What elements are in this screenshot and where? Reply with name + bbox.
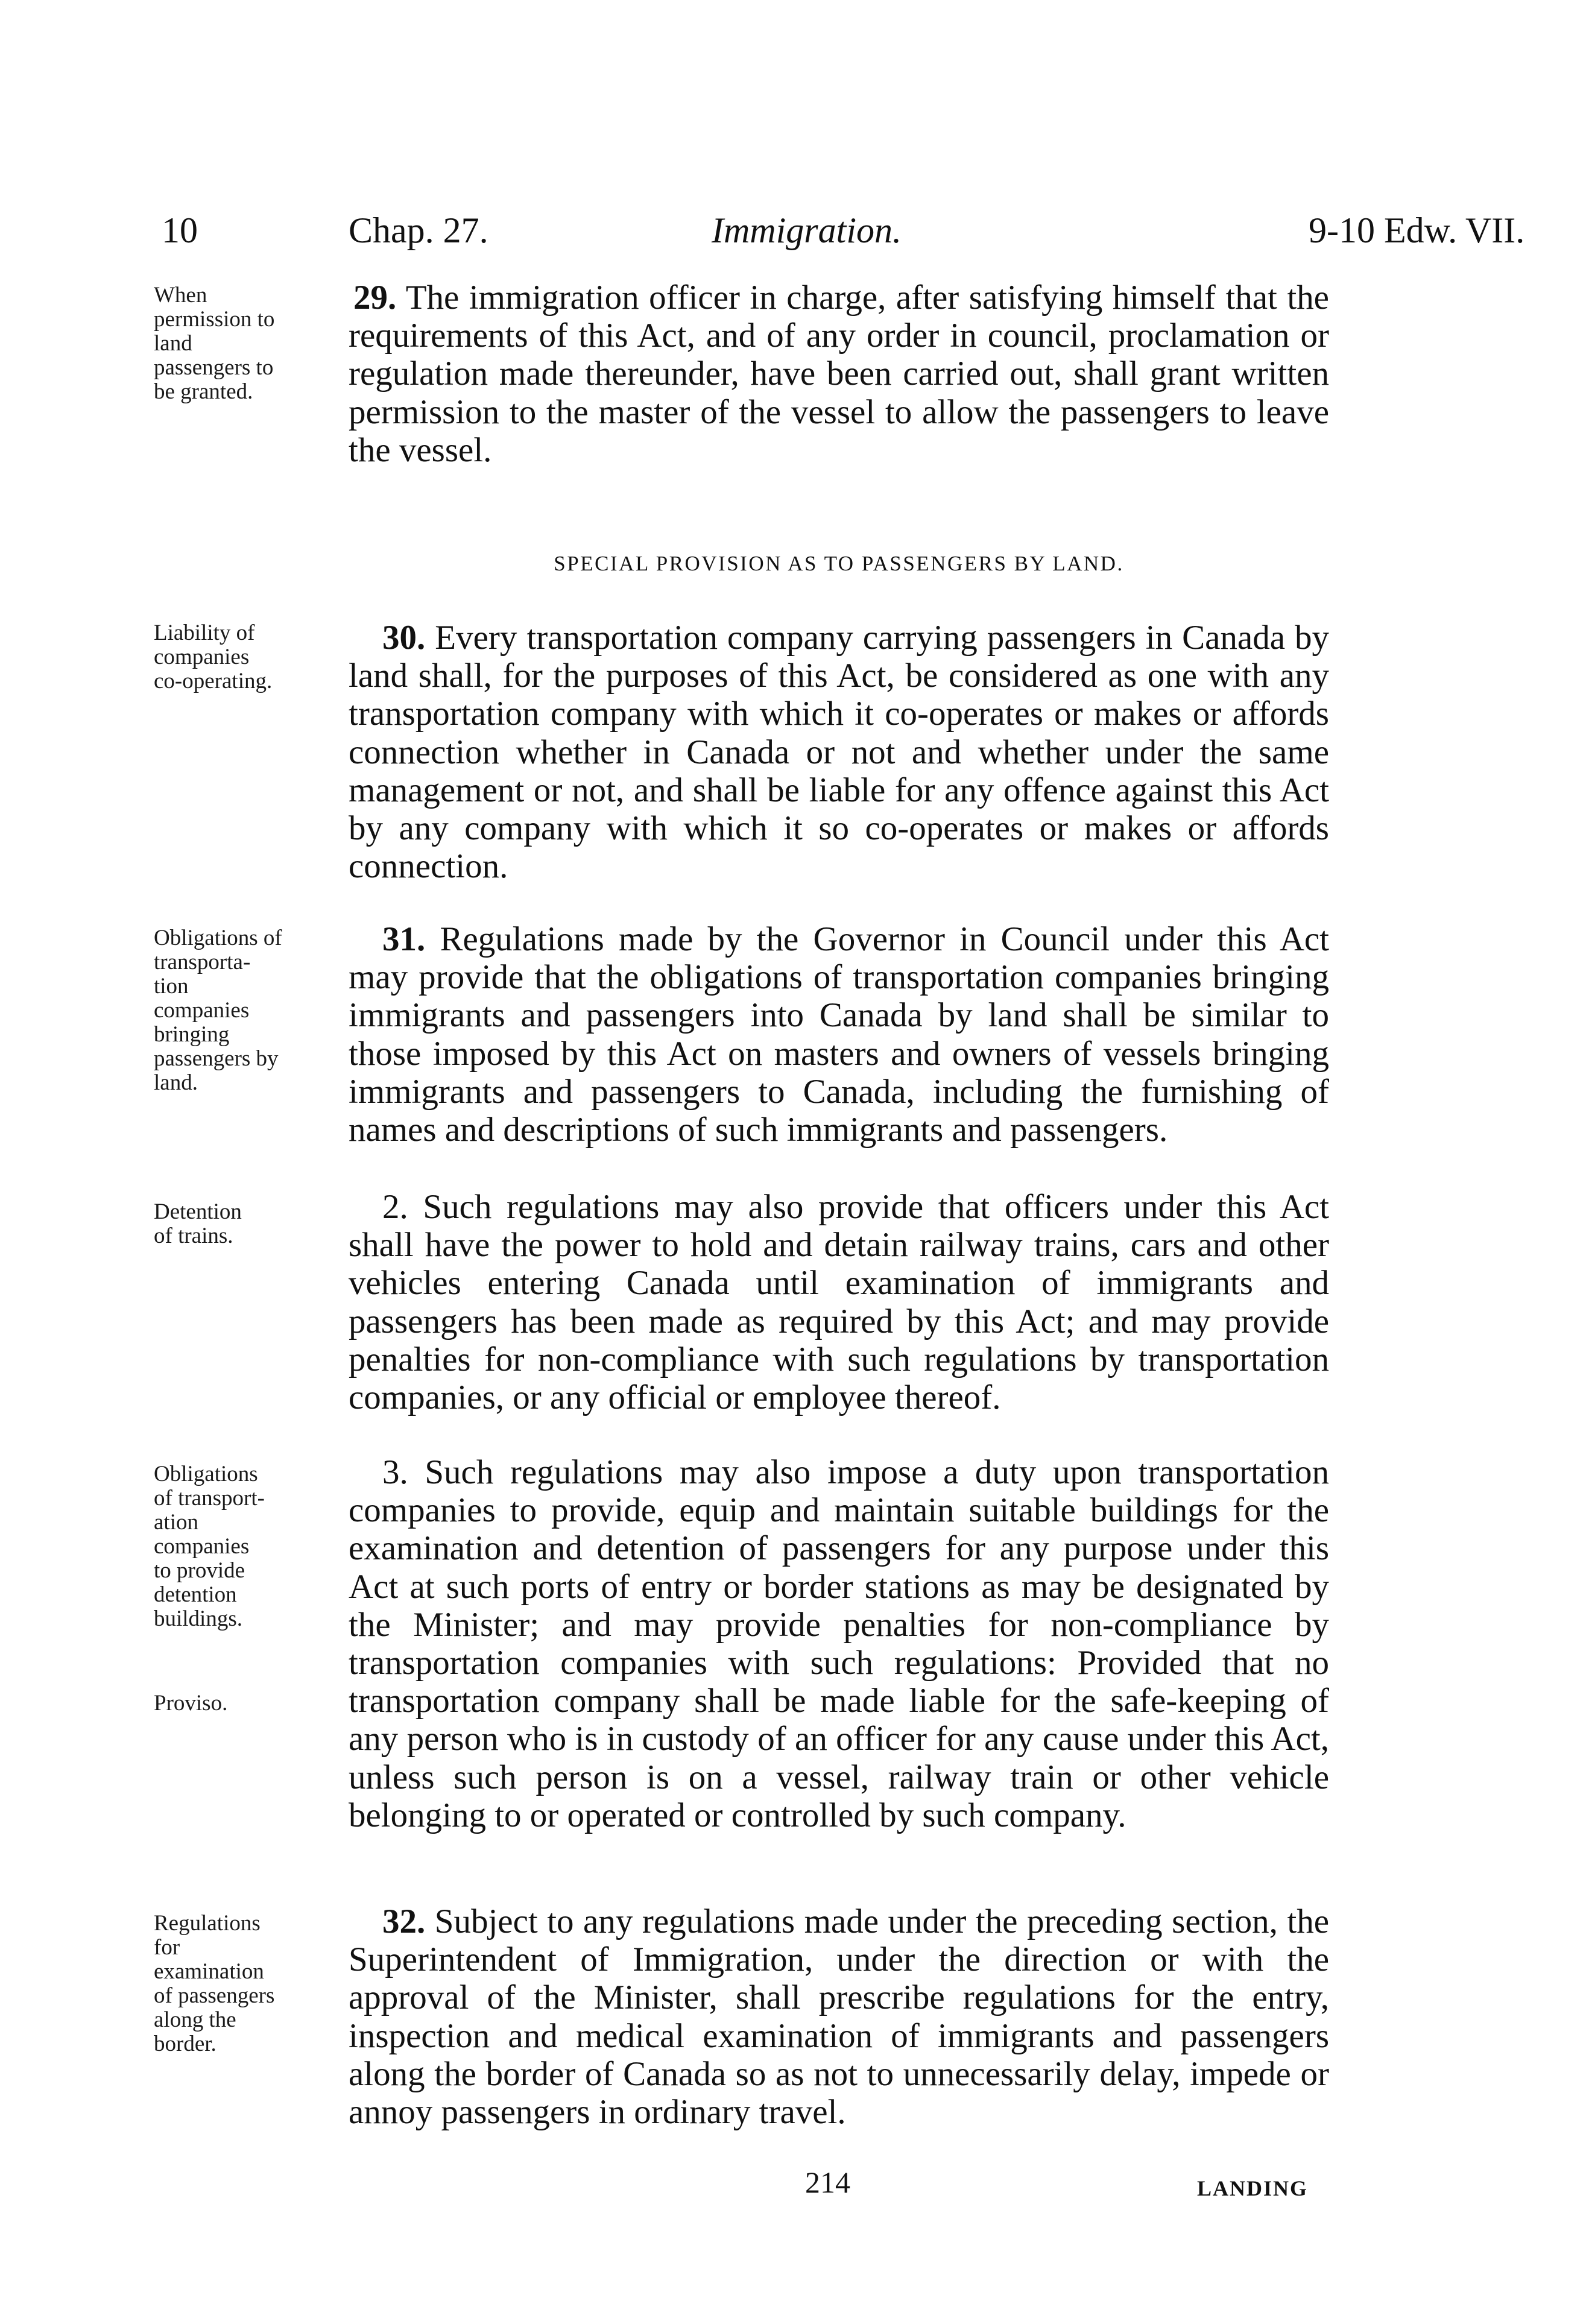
page-number: 10 [162,210,198,250]
marginal-note-proviso: Proviso. [154,1691,228,1716]
section-29 [349,279,1329,469]
section-text: Every transportation company carrying passengers in Canada by land shall, for the purposes of this Act, be considered as one with any transportation company with which it co-operates or makes or affords connection whether in Canada or not and whether under the same management or not, and shall be liable for any offence against this Act by any company with which it so co-operates or makes or affords connection. [349,619,1330,886]
catchword: LANDING [1197,2176,1309,2200]
section-31 [349,920,1329,1149]
section-number: 29. [353,279,397,317]
marginal-note-32: Regulations for examination of passengers along the border. [154,1911,275,2056]
marginal-note-detention: Detention of trains. [154,1199,242,1248]
section-number: 30. [382,619,426,657]
regnal-year: 9-10 Edw. VII. [1309,210,1525,250]
section-number: 32. [382,1902,426,1940]
section-number: 31. [382,920,426,958]
subsection-number: 3. [382,1453,408,1491]
section-text: Regulations made by the Governor in Council under this Act may provide that the obligations of transportation companies bringing immigrants and passengers into Canada by land shall be similar to those imposed by this Act on masters and owners of vessels bringing immigrants and passengers to Canada, including the furnishing of names and descriptions of such immigrants and passengers. [349,920,1329,1149]
marginal-note-30: Liability of companies co-operating. [154,620,273,693]
marginal-note-obligations: Obligations of transport- ation companies to provide detention buildings. [154,1462,265,1631]
section-32 [349,1902,1329,2131]
marginal-note-31: Obligations of transporta- tion companies bringing passengers by land. [154,926,282,1095]
subsection-text: Such regulations may also impose a duty upon transportation companies to provide, equip and maintain suitable buildings for the examination and detention of passengers for any purpose under this Act at such ports of entry or border stations as may be designated by the Minister; and may provide penalties for non-compliance by transportation companies with such regulations: Provided that no transportation company shall be made liable for the safe-keeping of any person who is in custody of an officer for any cause under this Act, unless such person is on a vessel, railway train or other vehicle belonging to or operated or controlled by such company. [349,1453,1330,1834]
section-30 [349,619,1329,885]
subsection-3 [349,1453,1329,1834]
chapter-label: Chap. 27. [349,210,488,250]
signature-number: 214 [805,2165,850,2199]
running-title: Immigration. [712,210,902,250]
subsection-2 [349,1188,1329,1416]
marginal-note-29: When permission to land passengers to be granted. [154,283,275,404]
section-text: Subject to any regulations made under the preceding section, the Superintendent of Immigration, under the direction or with the approval of the Minister, shall prescribe regulations for the entry, inspection and medical examination of immigrants and passengers along the border of Canada so as not to unnecessarily delay, impede or annoy passengers in ordinary travel. [349,1902,1329,2132]
subsection-text: Such regulations may also provide that officers under this Act shall have the power to hold and detain railway trains, cars and other vehicles entering Canada until examination of immigrants and passengers has been made as required by this Act; and may provide penalties for non-compliance with such regulations by transportation companies, or any official or employee thereof. [349,1188,1330,1417]
subsection-number: 2. [382,1188,408,1226]
section-text: The immigration officer in charge, after satisfying himself that the requirements of this Act, and of any order in council, proclamation or regulation made thereunder, have been carried out, shall grant written permission to the master of the vessel to allow the passengers to leave the vessel. [349,279,1329,469]
section-heading: SPECIAL PROVISION AS TO PASSENGERS BY LAND. [554,552,1124,575]
